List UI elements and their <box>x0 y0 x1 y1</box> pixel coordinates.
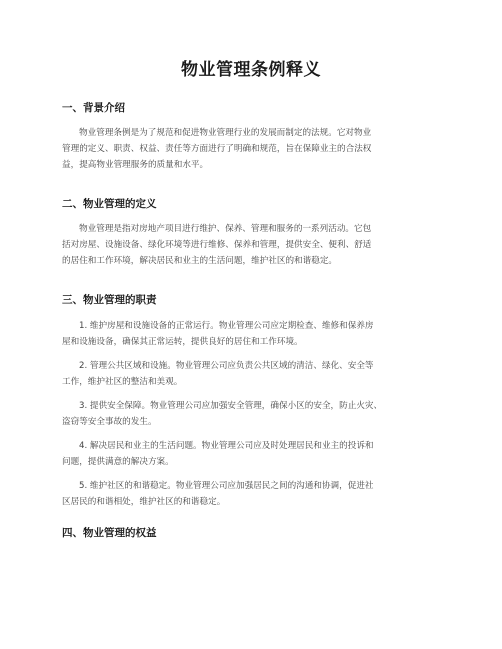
text-line: 括对房屋、设施设备、绿化环境等进行维修、保养和管理，提供安全、便利、舒适 <box>62 240 372 250</box>
paragraph-definition <box>62 221 442 269</box>
text-line: 1. 维护房屋和设施设备的正常运行。物业管理公司应定期检查、维修和保养房 <box>79 321 374 331</box>
text-line: 管理的定义、职责、权益、责任等方面进行了明确和规范，旨在保障业主的合法权 <box>62 144 372 154</box>
text-line: 屋和设施设备，确保其正常运转，提供良好的居住和工作环境。 <box>62 337 303 347</box>
text-line: 3. 提供安全保障。物业管理公司应加强安全管理，确保小区的安全，防止火灾、 <box>79 401 383 411</box>
text-line: 4. 解决居民和业主的生活问题。物业管理公司应及时处理居民和业主的投诉和 <box>79 441 374 451</box>
text-line: 2. 管理公共区域和设施。物业管理公司应负责公共区域的清洁、绿化、安全等 <box>79 361 374 371</box>
paragraph-duty-4 <box>62 438 442 470</box>
text-line: 物业管理条例是为了规范和促进物业管理行业的发展而制定的法规。它对物业 <box>79 128 372 138</box>
text-line: 5. 维护社区的和谐稳定。物业管理公司应加强居民之间的沟通和协调，促进社 <box>79 481 374 491</box>
text-line: 益，提高物业管理服务的质量和水平。 <box>62 160 209 170</box>
paragraph-duty-1 <box>62 318 442 350</box>
section-heading-rights: 四、物业管理的权益 <box>62 527 157 539</box>
text-line: 问题，提供满意的解决方案。 <box>62 457 174 467</box>
document-title: 物业管理条例释义 <box>181 60 321 80</box>
section-heading-duties: 三、物业管理的职责 <box>62 294 157 306</box>
paragraph-background <box>62 125 442 173</box>
paragraph-duty-3 <box>62 398 442 430</box>
text-line: 盗窃等安全事故的发生。 <box>62 417 157 427</box>
text-line: 工作，维护社区的整洁和美观。 <box>62 377 183 387</box>
paragraph-duty-5 <box>62 478 442 510</box>
text-line: 的居住和工作环境，解决居民和业主的生活问题，维护社区的和谐稳定。 <box>62 256 338 266</box>
section-heading-background: 一、背景介绍 <box>62 102 125 114</box>
section-heading-definition: 二、物业管理的定义 <box>62 198 157 210</box>
paragraph-duty-2 <box>62 358 442 390</box>
text-line: 物业管理是指对房地产项目进行维护、保养、管理和服务的一系列活动。它包 <box>79 224 372 234</box>
text-line: 区居民的和谐相处，维护社区的和谐稳定。 <box>62 497 226 507</box>
